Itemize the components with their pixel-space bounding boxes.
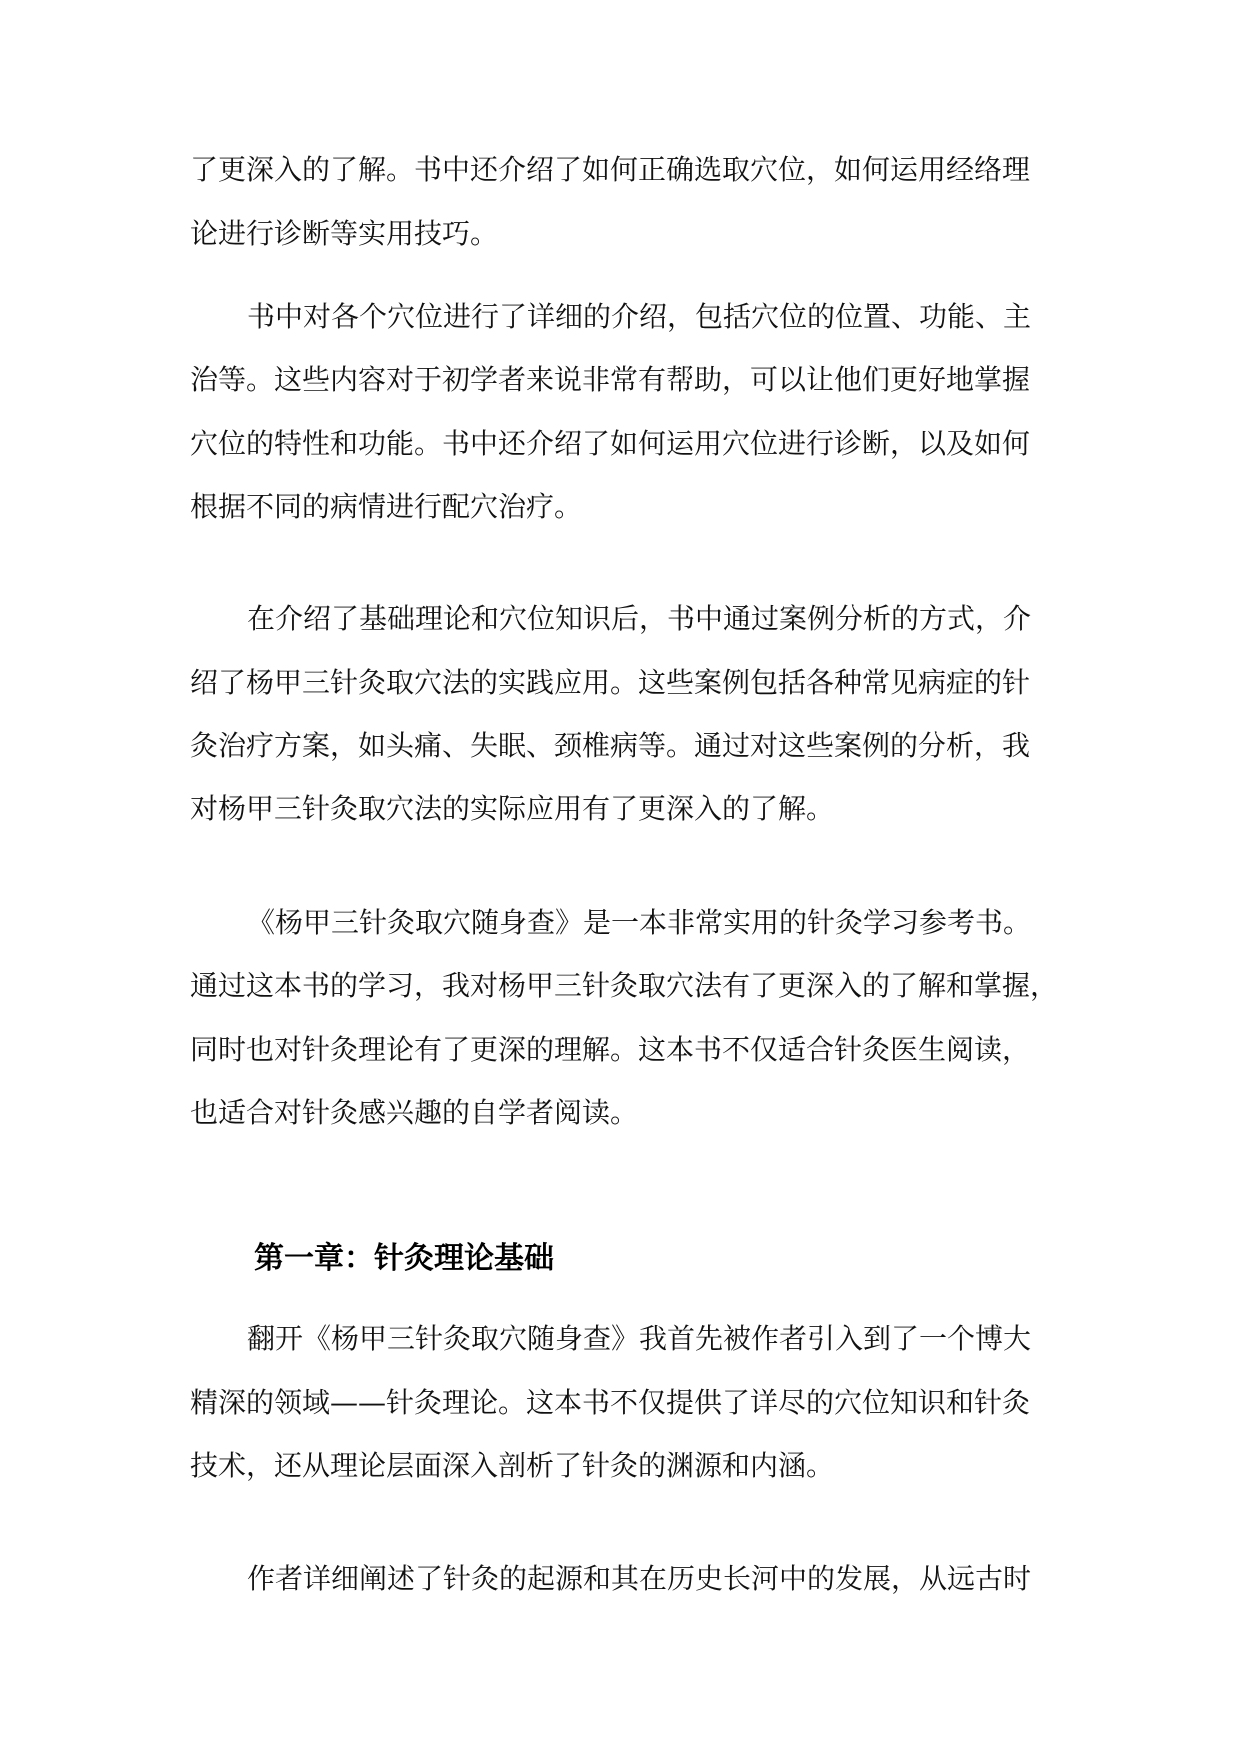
paragraph-line: 作者详细阐述了针灸的起源和其在历史长河中的发展，从远古时	[247, 1562, 1032, 1595]
paragraph-line: 绍了杨甲三针灸取穴法的实践应用。这些案例包括各种常见病症的针	[190, 666, 1031, 699]
paragraph-line: 了更深入的了解。书中还介绍了如何正确选取穴位，如何运用经络理	[190, 153, 1031, 186]
paragraph-line: 也适合对针灸感兴趣的自学者阅读。	[190, 1096, 639, 1129]
paragraph-line: 精深的领域——针灸理论。这本书不仅提供了详尽的穴位知识和针灸	[190, 1386, 1031, 1419]
paragraph-line: 论进行诊断等实用技巧。	[190, 217, 499, 250]
paragraph-line: 在介绍了基础理论和穴位知识后，书中通过案例分析的方式，介	[247, 602, 1032, 635]
paragraph-line: 翻开《杨甲三针灸取穴随身查》我首先被作者引入到了一个博大	[247, 1322, 1032, 1355]
paragraph-line: 对杨甲三针灸取穴法的实际应用有了更深入的了解。	[190, 792, 835, 825]
paragraph-line: 书中对各个穴位进行了详细的介绍，包括穴位的位置、功能、主	[247, 300, 1032, 333]
paragraph-line: 《杨甲三针灸取穴随身查》是一本非常实用的针灸学习参考书。	[247, 906, 1032, 939]
paragraph-line: 灸治疗方案，如头痛、失眠、颈椎病等。通过对这些案例的分析，我	[190, 729, 1031, 762]
chapter-title: 第一章：针灸理论基础	[254, 1241, 554, 1276]
paragraph-line: 治等。这些内容对于初学者来说非常有帮助，可以让他们更好地掌握	[190, 363, 1031, 396]
paragraph-line: 穴位的特性和功能。书中还介绍了如何运用穴位进行诊断，以及如何	[190, 427, 1031, 460]
paragraph-line: 通过这本书的学习，我对杨甲三针灸取穴法有了更深入的了解和掌握，	[190, 969, 1059, 1002]
paragraph-line: 同时也对针灸理论有了更深的理解。这本书不仅适合针灸医生阅读，	[190, 1033, 1031, 1066]
paragraph-line: 技术，还从理论层面深入剖析了针灸的渊源和内涵。	[190, 1449, 835, 1482]
paragraph-line: 根据不同的病情进行配穴治疗。	[190, 490, 583, 523]
